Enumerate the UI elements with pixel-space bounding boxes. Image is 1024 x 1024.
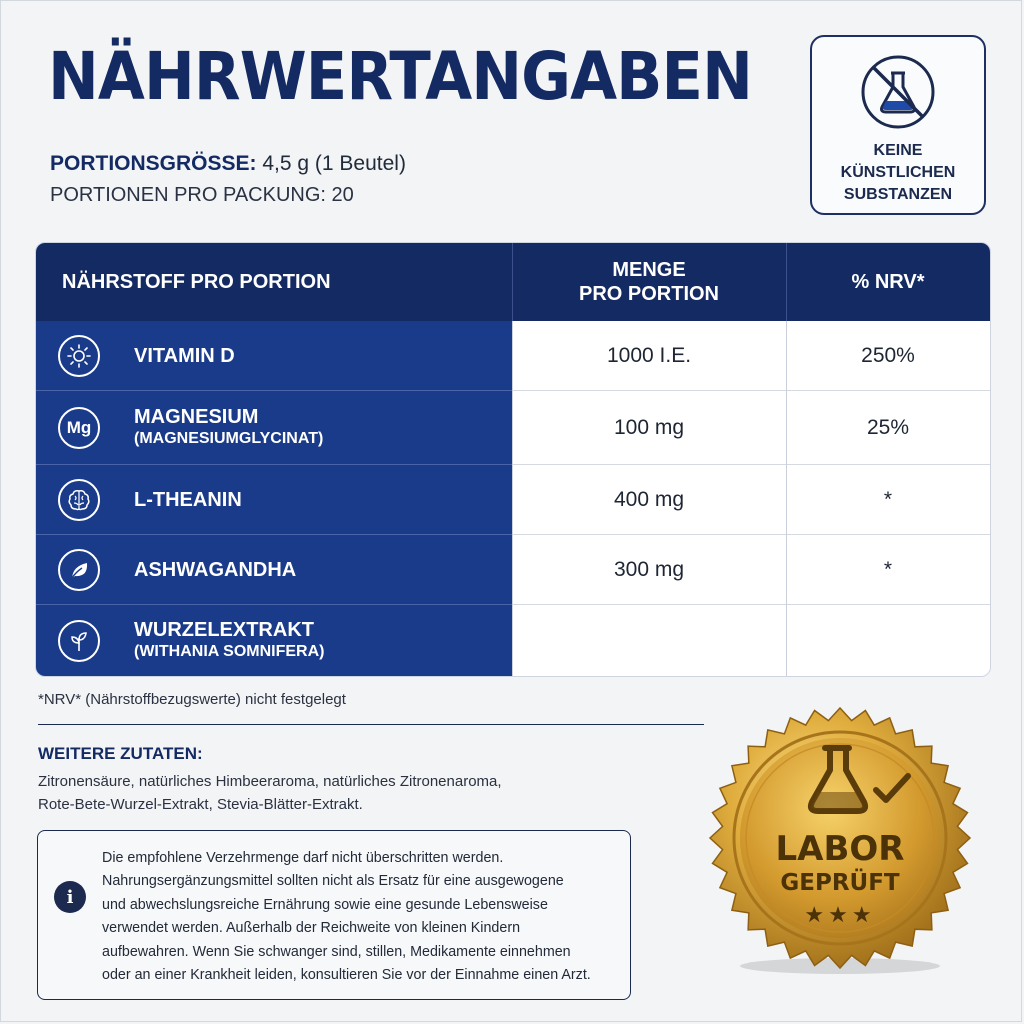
nrv-footnote: *NRV* (Nährstoffbezugswerte) nicht festgelegt xyxy=(38,691,346,708)
lab-tested-seal xyxy=(700,700,980,980)
table-row xyxy=(36,391,990,465)
nutrient-name: ASHWAGANDHA xyxy=(134,558,297,581)
nutrient-nrv: 250% xyxy=(861,344,915,367)
nutrient-amount xyxy=(512,605,786,676)
divider-line xyxy=(38,724,704,725)
table-row xyxy=(36,535,990,605)
nutrient-nrv xyxy=(786,605,990,676)
nutrient-nrv: * xyxy=(883,488,893,511)
nutrient-name: L-THEANIN xyxy=(134,488,242,511)
nutrient-name xyxy=(134,406,323,450)
table-row xyxy=(36,465,990,535)
brain-icon xyxy=(58,479,100,521)
header-amount-line2: PRO PORTION xyxy=(578,283,719,305)
warning-line: aufbewahren. Wenn Sie schwanger sind, stillen, Medikamente einnehmen xyxy=(102,943,571,960)
row-label-cell xyxy=(36,465,512,535)
row-label-cell xyxy=(36,391,512,465)
no-artificial-badge xyxy=(810,35,986,215)
row-label-cell xyxy=(36,321,512,391)
nutrient-amount: 1000 I.E. xyxy=(606,344,692,367)
sprout-icon xyxy=(58,620,100,662)
nutrient-name-sub: (WITHANIA SOMNIFERA) xyxy=(134,642,325,660)
warning-line: Die empfohlene Verzehrmenge darf nicht überschritten werden. xyxy=(102,850,504,866)
ingredients-text xyxy=(38,770,638,816)
nutrient-name-main: MAGNESIUM xyxy=(134,405,259,428)
serving-size-value: 4,5 g (1 Beutel) xyxy=(262,152,406,175)
no-flask-icon xyxy=(859,53,937,131)
servings-per-pack: PORTIONEN PRO PACKUNG: 20 xyxy=(50,184,354,206)
warning-line: oder an einer Krankheit leiden, konsultieren Sie vor der Einnahme einen Arzt. xyxy=(102,967,591,984)
badge-line-1: KEINE xyxy=(873,142,923,159)
magnesium-icon: Mg xyxy=(58,407,100,449)
warning-line: Nahrungsergänzungsmittel sollten nicht als Ersatz für eine ausgewogene xyxy=(102,873,564,890)
nutrition-table xyxy=(35,242,991,677)
header-amount xyxy=(512,243,786,321)
nutrient-name: VITAMIN D xyxy=(134,344,235,367)
ingredients-line-2: Rote-Bete-Wurzel-Extrakt, Stevia-Blätter-Extrakt. xyxy=(38,796,363,813)
nutrient-nrv: * xyxy=(883,558,893,581)
nutrient-amount: 100 mg xyxy=(613,416,685,439)
badge-line-3: SUBSTANZEN xyxy=(843,186,953,203)
serving-size xyxy=(50,152,406,176)
badge-line-2: KÜNSTLICHEN xyxy=(840,164,956,181)
nutrient-nrv: 25% xyxy=(866,416,910,439)
table-row xyxy=(36,321,990,391)
page-title: NÄHRWERTANGABEN xyxy=(48,38,753,115)
header-nutrient: NÄHRSTOFF PRO PORTION xyxy=(62,270,331,293)
nutrient-name-main: WURZELEXTRAKT xyxy=(134,618,314,641)
seal-line-1: LABOR xyxy=(775,829,905,869)
header-nrv: % NRV* xyxy=(851,270,925,293)
nutrient-name-sub: (MAGNESIUMGLYCINAT) xyxy=(134,429,324,447)
nutrient-name xyxy=(134,619,325,663)
seal-line-2: GEPRÜFT xyxy=(780,870,900,896)
header-divider xyxy=(786,243,787,321)
warning-text xyxy=(102,847,622,987)
seal-stars: ★★★ xyxy=(804,903,876,928)
nutrient-amount: 400 mg xyxy=(613,488,685,511)
row-label-cell xyxy=(36,605,512,676)
ingredients-title: WEITERE ZUTATEN: xyxy=(38,744,203,763)
ingredients-line-1: Zitronensäure, natürliches Himbeeraroma, natürliches Zitronenaroma, xyxy=(38,773,502,790)
warning-line: verwendet werden. Außerhalb der Reichweite von kleinen Kindern xyxy=(102,920,521,937)
warning-box xyxy=(37,830,631,1000)
header-divider xyxy=(512,243,513,321)
sun-icon xyxy=(58,335,100,377)
serving-size-label: PORTIONSGRÖSSE: xyxy=(50,152,257,175)
table-row xyxy=(36,605,990,676)
header-amount-line1: MENGE xyxy=(612,259,686,281)
warning-line: und abwechslungsreiche Ernährung sowie eine gesunde Lebensweise xyxy=(102,896,548,913)
nutrient-amount: 300 mg xyxy=(613,558,685,581)
table-header xyxy=(36,243,990,321)
row-label-cell xyxy=(36,535,512,605)
badge-text xyxy=(812,140,984,206)
info-icon: i xyxy=(54,881,86,913)
leaf-icon xyxy=(58,549,100,591)
